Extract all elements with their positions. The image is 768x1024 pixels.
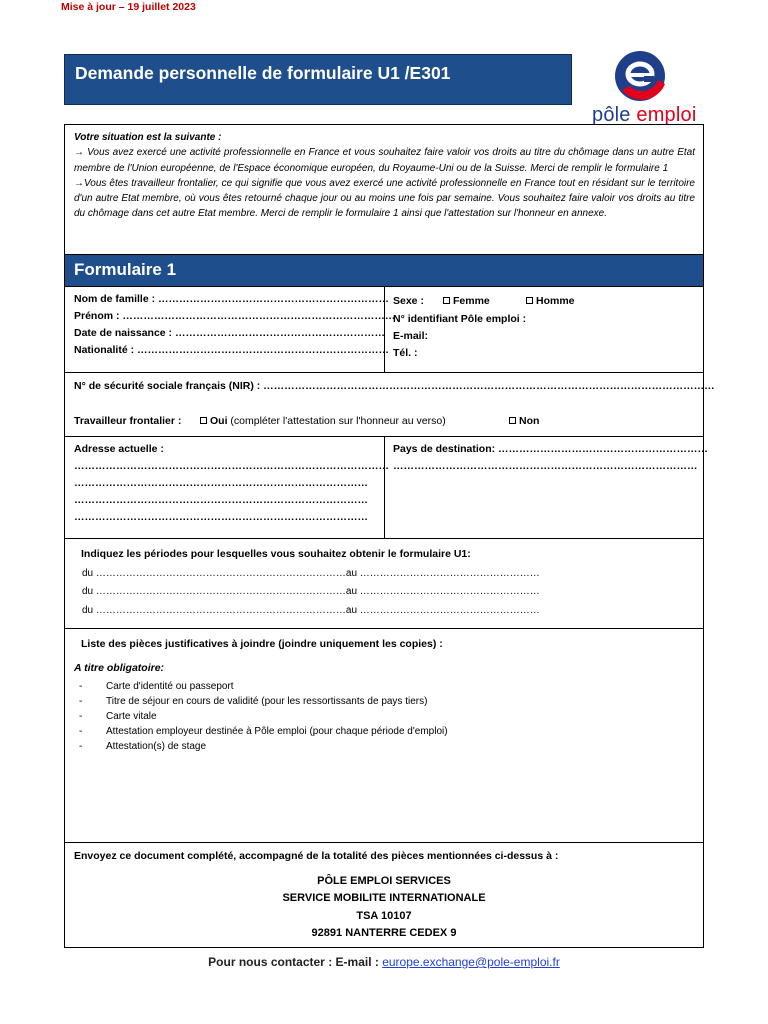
period-row[interactable]: du …………………………………………………………………au ……………………………………………… [82,568,540,579]
intro-paragraph-1: → Vous avez exercé une activité professionnelle en France et vous souhaitez faire valoir vos droits au titre du chômage dans un autre Etat membre de l'Union européenne, de l'Espace économique européen, du Royaume-Uni ou de la Suisse. Merci de remplir le formulaire 1 [74,147,695,174]
list-item: - Carte d'identité ou passeport [79,681,234,692]
homme-option[interactable]: Homme [526,295,575,307]
list-item: - Attestation employeur destinée à Pôle emploi (pour chaque période d'emploi) [79,726,448,737]
address-line: SERVICE MOBILITE INTERNATIONALE [282,892,486,905]
list-item: - Attestation(s) de stage [79,741,207,752]
list-item: - Carte vitale [79,711,157,722]
sexe-label: Sexe : [393,295,424,307]
address-label: Adresse actuelle : [74,443,164,455]
nationality-field[interactable]: Nationalité : ……………………………………………………………… [74,344,390,356]
oui-note: (compléter l'attestation sur l'honneur au verso) [230,415,446,427]
homme-checkbox[interactable] [526,297,533,304]
pole-emploi-id-field[interactable]: N° identifiant Pôle emploi : [393,313,527,325]
email-field[interactable]: E-mail: [393,330,429,342]
nir-field[interactable]: N° de sécurité sociale français (NIR) : ………………………………………………………………………………………………………………… [74,380,715,392]
nir-section [65,373,715,437]
identity-section [65,287,703,373]
documents-heading: Liste des pièces justificatives à joindre (joindre uniquement les copies) : [81,638,443,650]
periods-heading: Indiquez les périodes pour lesquelles vous souhaitez obtenir le formulaire U1: [81,548,471,560]
list-item: - Titre de séjour en cours de validité (pour les ressortissants de pays tiers) [79,696,428,707]
oui-checkbox[interactable] [200,417,207,424]
destination-line[interactable]: …………………………………………………………………………… [393,460,698,472]
intro-heading: Votre situation est la suivante : [74,132,222,143]
period-row[interactable]: du …………………………………………………………………au ……………………………………………… [82,586,540,597]
tel-field[interactable]: Tél. : [393,347,418,359]
address-line: TSA 10107 [356,909,412,922]
form-heading-band [65,255,703,287]
non-checkbox[interactable] [509,417,516,424]
form-heading: Formulaire 1 [74,260,177,279]
logo-wordmark: pôle emploi [592,104,697,126]
mandatory-heading: A titre obligatoire: [74,662,165,674]
nom-field[interactable]: Nom de famille : ………………………………………………………… [74,293,390,305]
documents-section [65,629,703,843]
document-title: Demande personnelle de formulaire U1 /E301 [75,63,451,83]
address-section [65,437,709,539]
address-line: PÔLE EMPLOI SERVICES [317,875,451,887]
address-line-1[interactable]: ……………………………………………………………………………… [74,460,389,472]
address-line-3[interactable]: ………………………………………………………………………… [74,494,368,506]
column-divider [384,437,385,538]
contact-label: Pour nous contacter : E-mail : [208,955,383,969]
oui-option[interactable]: Oui (compléter l'attestation sur l'honneur au verso) [200,415,446,427]
situation-intro [65,125,703,255]
prenom-field[interactable]: Prénom : …………………………………………………………………… [74,310,396,322]
postal-address [65,873,703,942]
frontalier-label: Travailleur frontalier : [74,415,182,427]
address-line: 92891 NANTERRE CEDEX 9 [311,926,457,939]
femme-checkbox[interactable] [443,297,450,304]
birthdate-field[interactable]: Date de naissance : …………………………………………………… [74,327,385,339]
periods-section [65,539,703,629]
update-date: Mise à jour – 19 juillet 2023 [61,1,196,13]
non-option[interactable]: Non [509,415,539,427]
period-row[interactable]: du …………………………………………………………………au ……………………………………………… [82,605,540,616]
contact-line [0,955,768,969]
send-section [65,843,703,947]
form-frame [64,124,715,948]
intro-paragraph-2: →Vous êtes travailleur frontalier, ce qui signifie que vous avez exercé une activité professionnelle en France tout en résidant sur le territoire d'un autre Etat membre, où vous êtes retourné chaque jour ou au moins une fois par semaine. Vous souhaitez faire valoir vos droits au titre du chômage dans cet autre Etat membre. Merci de remplir le formulaire 1 ainsi que l'attestation sur l'honneur en annexe. [74,177,695,220]
contact-email-link[interactable]: europe.exchange@pole-emploi.fr [382,955,560,969]
destination-field[interactable]: Pays de destination: …………………………………………………… [393,443,709,455]
send-heading: Envoyez ce document complété, accompagné de la totalité des pièces mentionnées ci-dessus à : [74,850,559,862]
femme-option[interactable]: Femme [443,295,490,307]
documents-list [79,679,448,754]
address-line-2[interactable]: ………………………………………………………………………… [74,477,368,489]
title-banner [64,54,572,105]
address-line-4[interactable]: ………………………………………………………………………… [74,511,368,523]
